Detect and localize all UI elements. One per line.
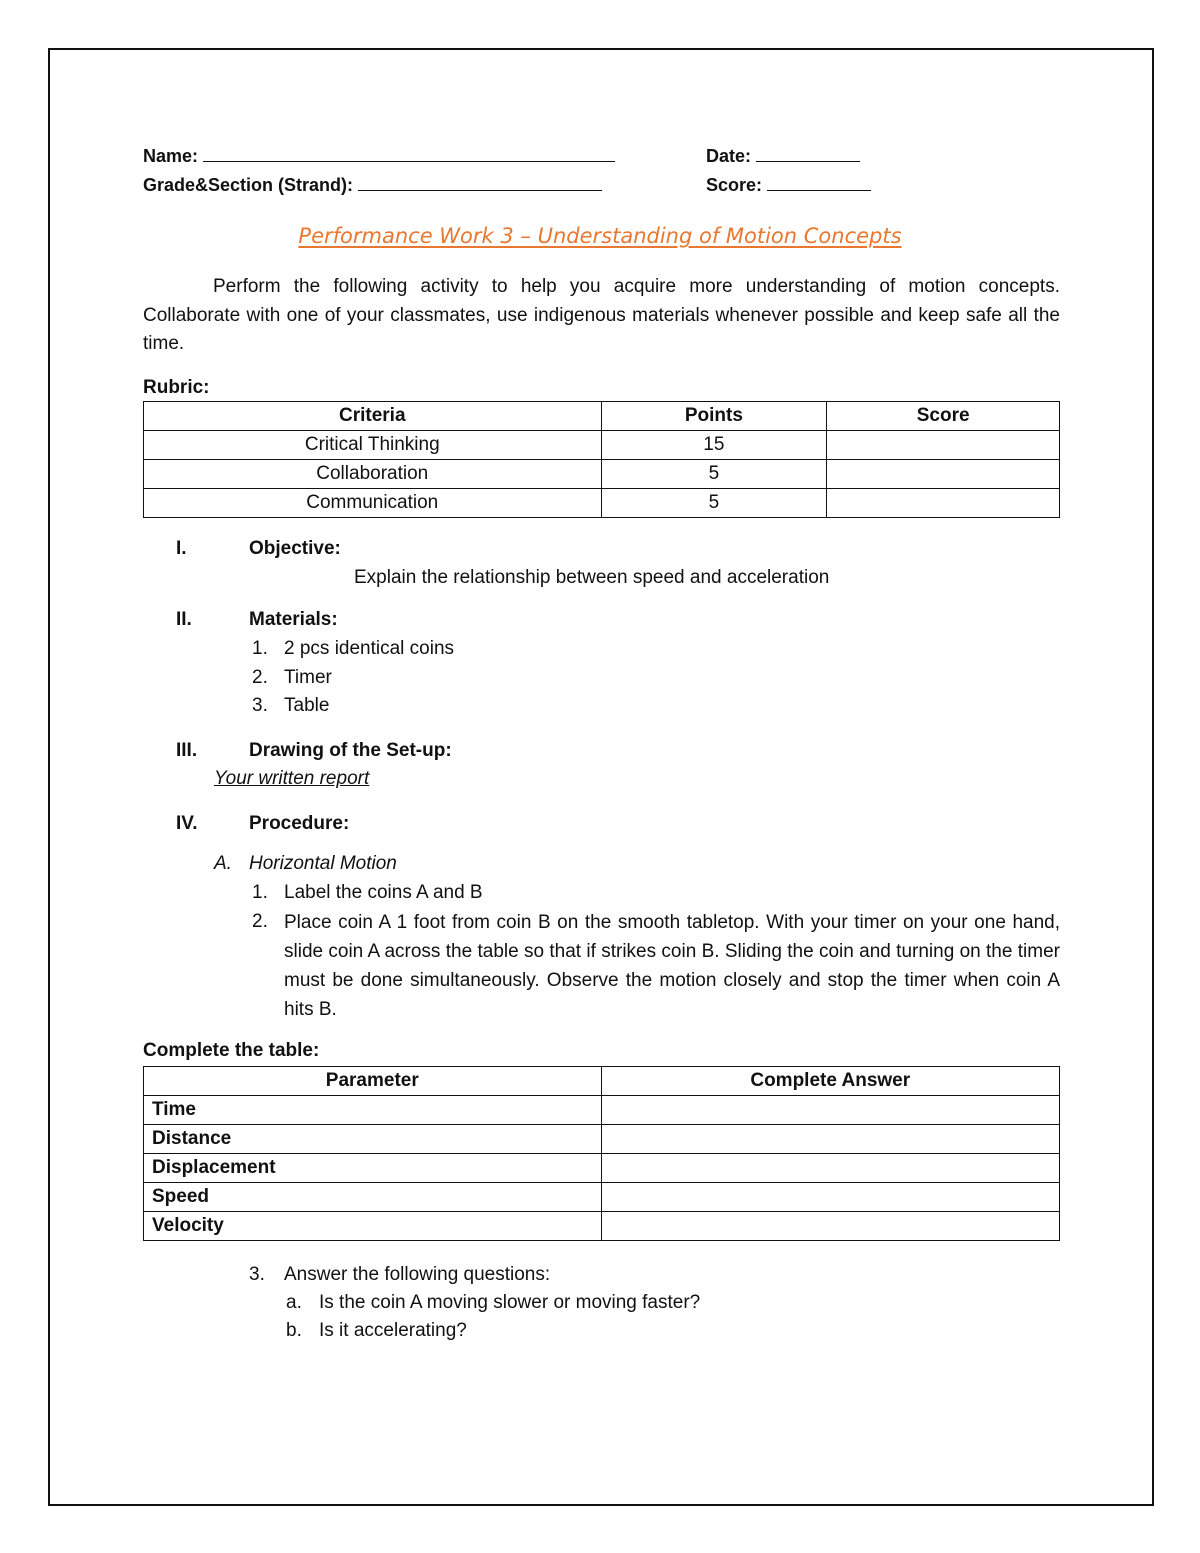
rubric-score-cell[interactable] [827,431,1060,460]
complete-table-label: Complete the table: [143,1040,320,1061]
rubric-header-points: Points [601,402,827,431]
rubric-header-criteria: Criteria [144,402,602,431]
parameter-table [143,1066,1060,1241]
parameter-cell: Speed [144,1183,602,1212]
answer-header: Complete Answer [601,1067,1059,1096]
rubric-header-row [144,402,1060,431]
answer-cell[interactable] [601,1096,1059,1125]
section-heading-procedure: Procedure: [249,813,350,834]
section-heading-materials: Materials: [249,609,338,630]
question-letter: a. [286,1292,302,1313]
material-item: 2 pcs identical coins [284,638,455,659]
material-item: Timer [284,667,332,688]
section-heading-drawing: Drawing of the Set-up: [249,740,452,761]
name-blank[interactable] [203,161,615,162]
section-numeral-drawing: III. [176,740,198,761]
material-number: 3. [252,695,268,716]
intro-paragraph [143,273,1060,359]
answer-cell[interactable] [601,1183,1059,1212]
table-row [144,1154,1060,1183]
table-row [144,1183,1060,1212]
rubric-table [143,401,1060,518]
sub-heading: Horizontal Motion [249,853,397,874]
question-number: 3. [249,1264,265,1285]
name-label: Name: [143,146,199,166]
rubric-criteria-cell: Collaboration [144,460,602,489]
grade-label: Grade&Section (Strand): [143,175,354,195]
rubric-label: Rubric: [143,377,210,398]
section-numeral-objective: I. [176,538,187,559]
table-row [144,460,1060,489]
material-item: Table [284,695,330,716]
parameter-cell: Time [144,1096,602,1125]
parameter-header: Parameter [144,1067,602,1096]
date-blank[interactable] [756,161,860,162]
table-row [144,431,1060,460]
table-row [144,1096,1060,1125]
date-field [706,146,860,167]
score-blank[interactable] [767,190,871,191]
rubric-header-score: Score [827,402,1060,431]
question-item: Is it accelerating? [319,1320,467,1341]
rubric-points-cell: 5 [601,489,827,518]
section-numeral-procedure: IV. [176,813,198,834]
score-label: Score: [706,175,763,195]
table-row [144,1125,1060,1154]
material-number: 2. [252,667,268,688]
answer-cell[interactable] [601,1125,1059,1154]
intro-text: Perform the following activity to help you acquire more understanding of motion concepts. Collaborate with one of your classmates, use indigenous materials whenever possible and keep safe all the time. [143,276,1060,354]
answer-cell[interactable] [601,1154,1059,1183]
table-row [144,1212,1060,1241]
parameter-header-row [144,1067,1060,1096]
rubric-points-cell: 15 [601,431,827,460]
rubric-criteria-cell: Critical Thinking [144,431,602,460]
parameter-cell: Velocity [144,1212,602,1241]
step-text: Place coin A 1 foot from coin B on the smooth tabletop. With your timer on your one hand, slide coin A across the table so that if strikes coin B. Sliding the coin and turning on the timer must be done simultaneously. Observe the motion closely and stop the timer when coin A hits B. [284,912,1060,1020]
sub-letter: A. [214,853,232,874]
rubric-score-cell[interactable] [827,460,1060,489]
parameter-cell: Distance [144,1125,602,1154]
table-row [144,489,1060,518]
answer-cell[interactable] [601,1212,1059,1241]
section-heading-objective: Objective: [249,538,341,559]
step-text: Label the coins A and B [284,882,483,903]
question-intro: Answer the following questions: [284,1264,551,1285]
section-numeral-materials: II. [176,609,192,630]
page-title: Performance Work 3 – Understanding of Motion Concepts [298,224,902,248]
material-number: 1. [252,638,268,659]
rubric-points-cell: 5 [601,460,827,489]
step-number: 1. [252,882,268,903]
step-number: 2. [252,911,268,932]
grade-blank[interactable] [358,190,602,191]
name-field [143,146,615,167]
date-label: Date: [706,146,752,166]
question-item: Is the coin A moving slower or moving faster? [319,1292,701,1313]
rubric-score-cell[interactable] [827,489,1060,518]
drawing-text: Your written report [214,768,370,789]
grade-field [143,175,602,196]
score-field [706,175,871,196]
parameter-cell: Displacement [144,1154,602,1183]
rubric-criteria-cell: Communication [144,489,602,518]
question-letter: b. [286,1320,302,1341]
objective-text: Explain the relationship between speed and acceleration [354,567,830,588]
